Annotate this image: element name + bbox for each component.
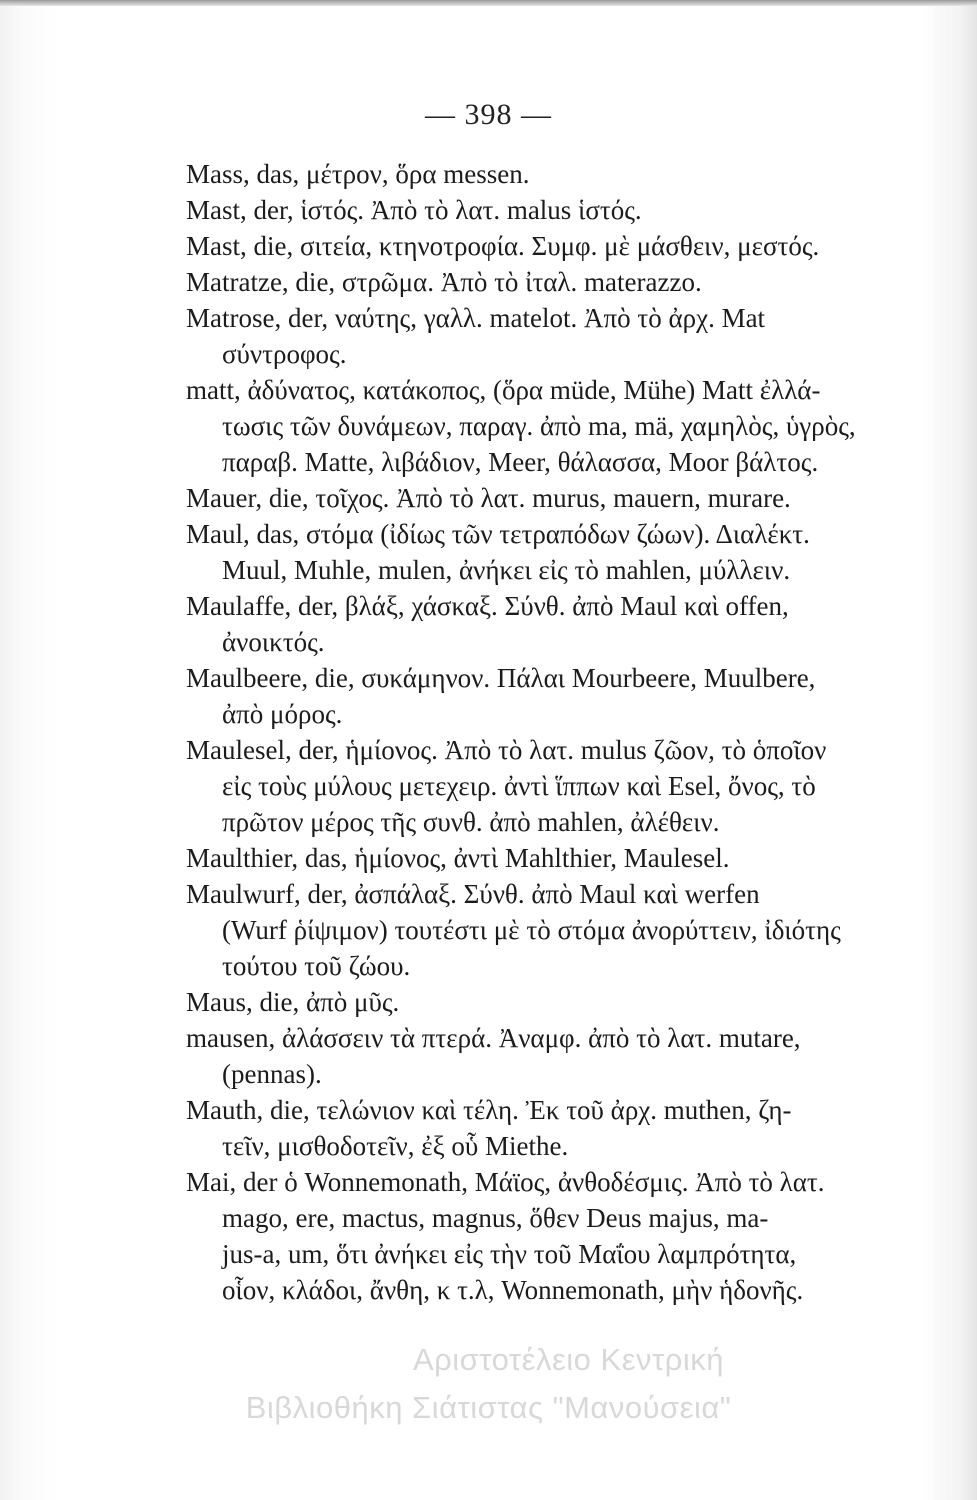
text-line: Mauth, die, τελώνιον καὶ τέλη. Ἐκ τοῦ ἀρχ. muthen, ζη- [186,1095,792,1125]
text-line: παραβ. Matte, λιβάδιον, Meer, θάλασσα, Moor βάλτος. [222,447,819,477]
text-line: Maulaffe, der, βλάξ, χάσκαξ. Σύνθ. ἀπὸ Maul καὶ offen, [186,591,789,621]
text-line: Maulthier, das, ἡμίονος, ἀντὶ Mahlthier, Maulesel. [186,843,730,873]
text-line: Matrose, der, ναύτης, γαλλ. matelot. Ἀπὸ τὸ ἀρχ. Mat [186,303,766,333]
text-line: Mauer, die, τοῖχος. Ἀπὸ τὸ λατ. murus, mauern, murare. [186,483,791,513]
text-line: (pennas). [222,1059,322,1089]
text-line: Matratze, die, στρῶμα. Ἀπὸ τὸ ἰταλ. materazzo. [186,267,702,297]
text-line: ἀνοικτός. [222,627,325,657]
text-line: Maulbeere, die, συκάμηνον. Πάλαι Mourbeere, Muulbere, [186,663,816,693]
text-line: οἷον, κλάδοι, ἄνθη, κ τ.λ, Wonnemonath, μὴν ἡδονῆς. [222,1275,804,1305]
text-line: jus-a, um, ὅτι ἀνήκει εἰς τὴν τοῦ Μαΐου λαμπρότητα, [222,1239,797,1269]
library-watermark-line1: Αριστοτέλειο Κεντρική [412,1342,725,1377]
text-line: Mass, das, μέτρον, ὅρα messen. [186,159,530,189]
text-line: Mast, der, ἱστός. Ἀπὸ τὸ λατ. malus ἱστός. [186,195,642,225]
text-line: τούτου τοῦ ζώου. [222,951,411,981]
text-line: τωσις τῶν δυνάμεων, παραγ. ἀπὸ ma, mä, χαμηλὸς, ὑγρὸς, [222,411,856,441]
text-line: Maul, das, στόμα (ἰδίως τῶν τετραπόδων ζώων). Διαλέκτ. [186,519,810,549]
text-line: mausen, ἀλάσσειν τὰ πτερά. Ἀναμφ. ἀπὸ τὸ λατ. mutare, [186,1023,801,1053]
text-line: Maus, die, ἀπὸ μῦς. [186,987,400,1017]
text-line: Muul, Muhle, mulen, ἀνήκει εἰς τὸ mahlen, μύλλειν. [222,555,791,585]
library-watermark-line2: Βιβλιοθήκη Σιάτιστας "Μανούσεια" [245,1390,732,1425]
text-line: Maulwurf, der, ἀσπάλαξ. Σύνθ. ἀπὸ Maul καὶ werfen [186,879,760,909]
page-number: — 398 — [425,98,552,131]
text-line: τεῖν, μισθοδοτεῖν, ἐξ οὗ Miethe. [222,1131,569,1161]
text-line: εἰς τοὺς μύλους μετεχειρ. ἀντὶ ἵππων καὶ Esel, ὄνος, τὸ [222,771,816,801]
text-line: πρῶτον μέρος τῆς συνθ. ἀπὸ mahlen, ἀλέθειν. [222,807,720,837]
text-line: Mai, der ὁ Wonnemonath, Μάϊος, ἀνθοδέσμις. Ἀπὸ τὸ λατ. [186,1167,825,1197]
text-line: mago, ere, mactus, magnus, ὅθεν Deus majus, ma- [222,1203,769,1233]
scan-top-edge [0,0,977,6]
text-line: matt, ἀδύνατος, κατάκοπος, (ὅρα müde, Mühe) Matt ἐλλά- [186,375,821,405]
text-line: Maulesel, der, ἡμίονος. Ἀπὸ τὸ λατ. mulus ζῶον, τὸ ὁποῖον [186,735,827,765]
text-line: σύντροφος. [222,339,347,369]
text-line: Mast, die, σιτεία, κτηνοτροφία. Συμφ. μὲ μάσθειν, μεστός. [186,231,820,261]
text-line: (Wurf ῥίψιμον) τουτέστι μὲ τὸ στόμα ἀνορύττειν, ἰδιότης [222,915,841,945]
text-line: ἀπὸ μόρος. [222,699,343,729]
